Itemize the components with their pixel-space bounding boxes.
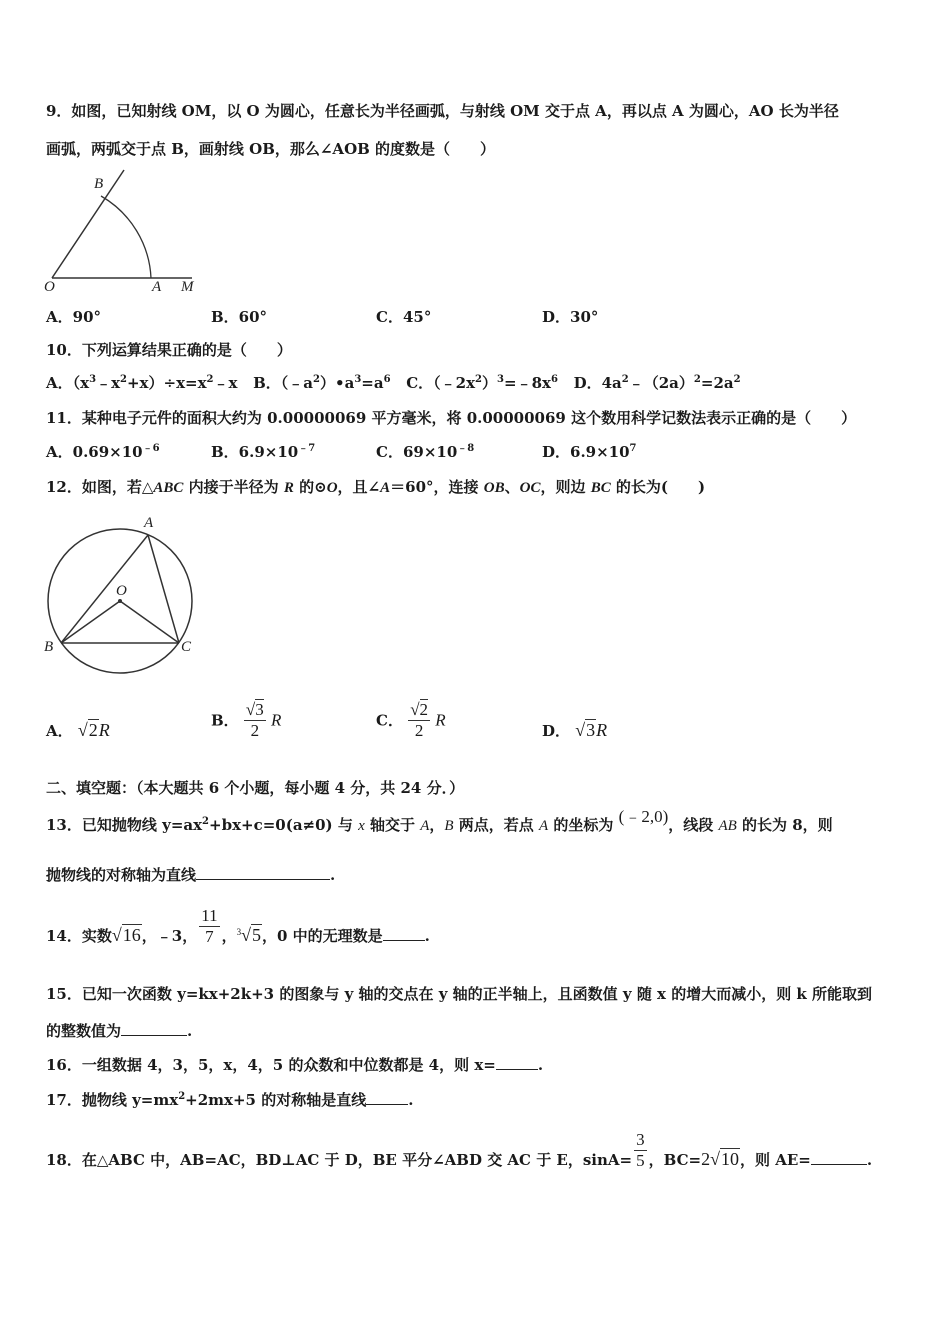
q11-stem: 11．某种电子元件的面积大约为 0.00000069 平方毫米，将 0.00000069 这个数用科学记数法表示正确的是（ ） — [46, 409, 857, 427]
label-b: B — [44, 639, 54, 655]
q10-option-d[interactable]: D．$4a^2﹣(2a)^2=2a^2$ — [573, 374, 741, 392]
q12-stem: 12．如图，若△ABC 内接于半径为 R 的⊙O，且∠A＝60°，连接 OB、OC，则边 BC 的长为( ) — [46, 478, 706, 496]
q10-option-c[interactable]: C．$(﹣2x^2)^3=﹣8x^6$ — [406, 374, 558, 392]
ray-ob — [52, 170, 124, 278]
q9-option-a[interactable]: A．90° — [46, 308, 102, 326]
label-a: A — [144, 515, 154, 531]
label-o: O — [116, 583, 127, 599]
fraction-11-7: $\frac{11}{7}$ — [201, 905, 218, 946]
q10-option-b[interactable]: B．$(﹣a^2)•a^3=a^6$ — [253, 374, 391, 392]
q9-option-c[interactable]: C．45° — [376, 308, 432, 326]
sqrt-2: √2R — [77, 720, 110, 740]
q15-line1: 15．已知一次函数 y=kx+2k+3 的图象与 y 轴的交点在 y 轴的正半轴上，且函数值 y 随 x 的增大而减小，则 k 所能取到 — [46, 985, 873, 1003]
q15-line2: 的整数值为 . — [46, 1022, 193, 1040]
q12-figure — [40, 510, 210, 680]
q12-option-d[interactable]: D． √3R — [542, 720, 608, 740]
sqrt-3: √3R — [575, 720, 608, 740]
q12-option-a[interactable]: A． √2R — [46, 720, 110, 740]
q18-line: 18．在△ABC 中，AB=AC，BD⊥AC 于 D，BE 平分∠ABD 交 AC 于 E，sinA= $\frac{3}{5}$ ，BC=2√10，则 AE= . — [46, 1129, 873, 1170]
q12-option-c[interactable]: C． $\frac{√2}{2}$ R — [376, 700, 446, 740]
label-o: O — [44, 279, 55, 295]
side-ac — [148, 535, 179, 643]
q9-line1: 9．如图，已知射线 OM，以 O 为圆心，任意长为半径画弧，与射线 OM 交于点 A，再以点 A 为圆心，AO 长为半径 — [46, 102, 839, 120]
side-ab — [61, 535, 148, 643]
q10-option-a[interactable]: A．$(x^3﹣x^2+x)\div x=x^2﹣x$ — [46, 374, 238, 392]
answer-blank[interactable] — [496, 1055, 538, 1070]
answer-blank[interactable] — [383, 926, 425, 941]
q13-line1: 13．已知抛物线 $y=ax^2+bx+c=0(a\ne 0)$ 与 x 轴交于 A，B 两点，若点 A 的坐标为 (﹣2,0)，线段 AB 的长为 8，则 — [46, 807, 833, 834]
sqrt-16: √16 — [111, 925, 141, 945]
fraction: $\frac{√3}{2}$ — [245, 700, 264, 740]
q14-line: 14．实数√16，﹣3， $\frac{11}{7}$ ，$^3$√5，0 中的无理数是 . — [46, 905, 430, 946]
q9-figure — [44, 168, 204, 298]
center-dot — [118, 599, 122, 603]
label-a: A — [152, 279, 162, 295]
q16-line: 16．一组数据 4，3，5，x，4，5 的众数和中位数都是 4，则 x= . — [46, 1056, 544, 1074]
section-fill-in-heading: 二、填空题：（本大题共 6 个小题，每小题 4 分，共 24 分．） — [46, 779, 465, 797]
q10-options — [46, 373, 741, 393]
q17-line: 17．抛物线 $y=mx^2+2mx+5$ 的对称轴是直线 . — [46, 1091, 414, 1109]
q9-option-b[interactable]: B．60° — [211, 308, 268, 326]
q11-option-d[interactable]: D．$6.9\times 10^7$ — [542, 443, 637, 461]
answer-blank[interactable] — [121, 1021, 187, 1036]
label-c: C — [181, 639, 192, 655]
q11-option-b[interactable]: B．$6.9\times 10^{﹣7}$ — [211, 443, 316, 461]
q11-option-c[interactable]: C．$69\times 10^{﹣8}$ — [376, 443, 475, 461]
answer-blank[interactable] — [196, 865, 330, 880]
fraction: $\frac{√2}{2}$ — [410, 700, 429, 740]
arc-ab — [101, 196, 151, 278]
q12-option-b[interactable]: B． $\frac{√3}{2}$ R — [211, 700, 282, 740]
label-m: M — [181, 279, 194, 295]
q10-stem: 10．下列运算结果正确的是（ ） — [46, 341, 292, 359]
q13-line2: 抛物线的对称轴为直线 . — [46, 866, 336, 884]
radical-2-sqrt-10: 2√10 — [701, 1149, 739, 1169]
answer-blank[interactable] — [811, 1150, 867, 1165]
segment-oc — [120, 601, 179, 643]
label-b: B — [94, 176, 104, 192]
fraction-3-5: $\frac{3}{5}$ — [636, 1129, 645, 1170]
q9-option-d[interactable]: D．30° — [542, 308, 599, 326]
answer-blank[interactable] — [366, 1090, 408, 1105]
q11-option-a[interactable]: A．$0.69\times 10^{﹣6}$ — [46, 443, 160, 461]
cube-root-5: $^3$√5 — [236, 925, 261, 945]
q9-line2: 画弧，两弧交于点 B，画射线 OB，那么∠AOB 的度数是（ ） — [46, 140, 496, 158]
